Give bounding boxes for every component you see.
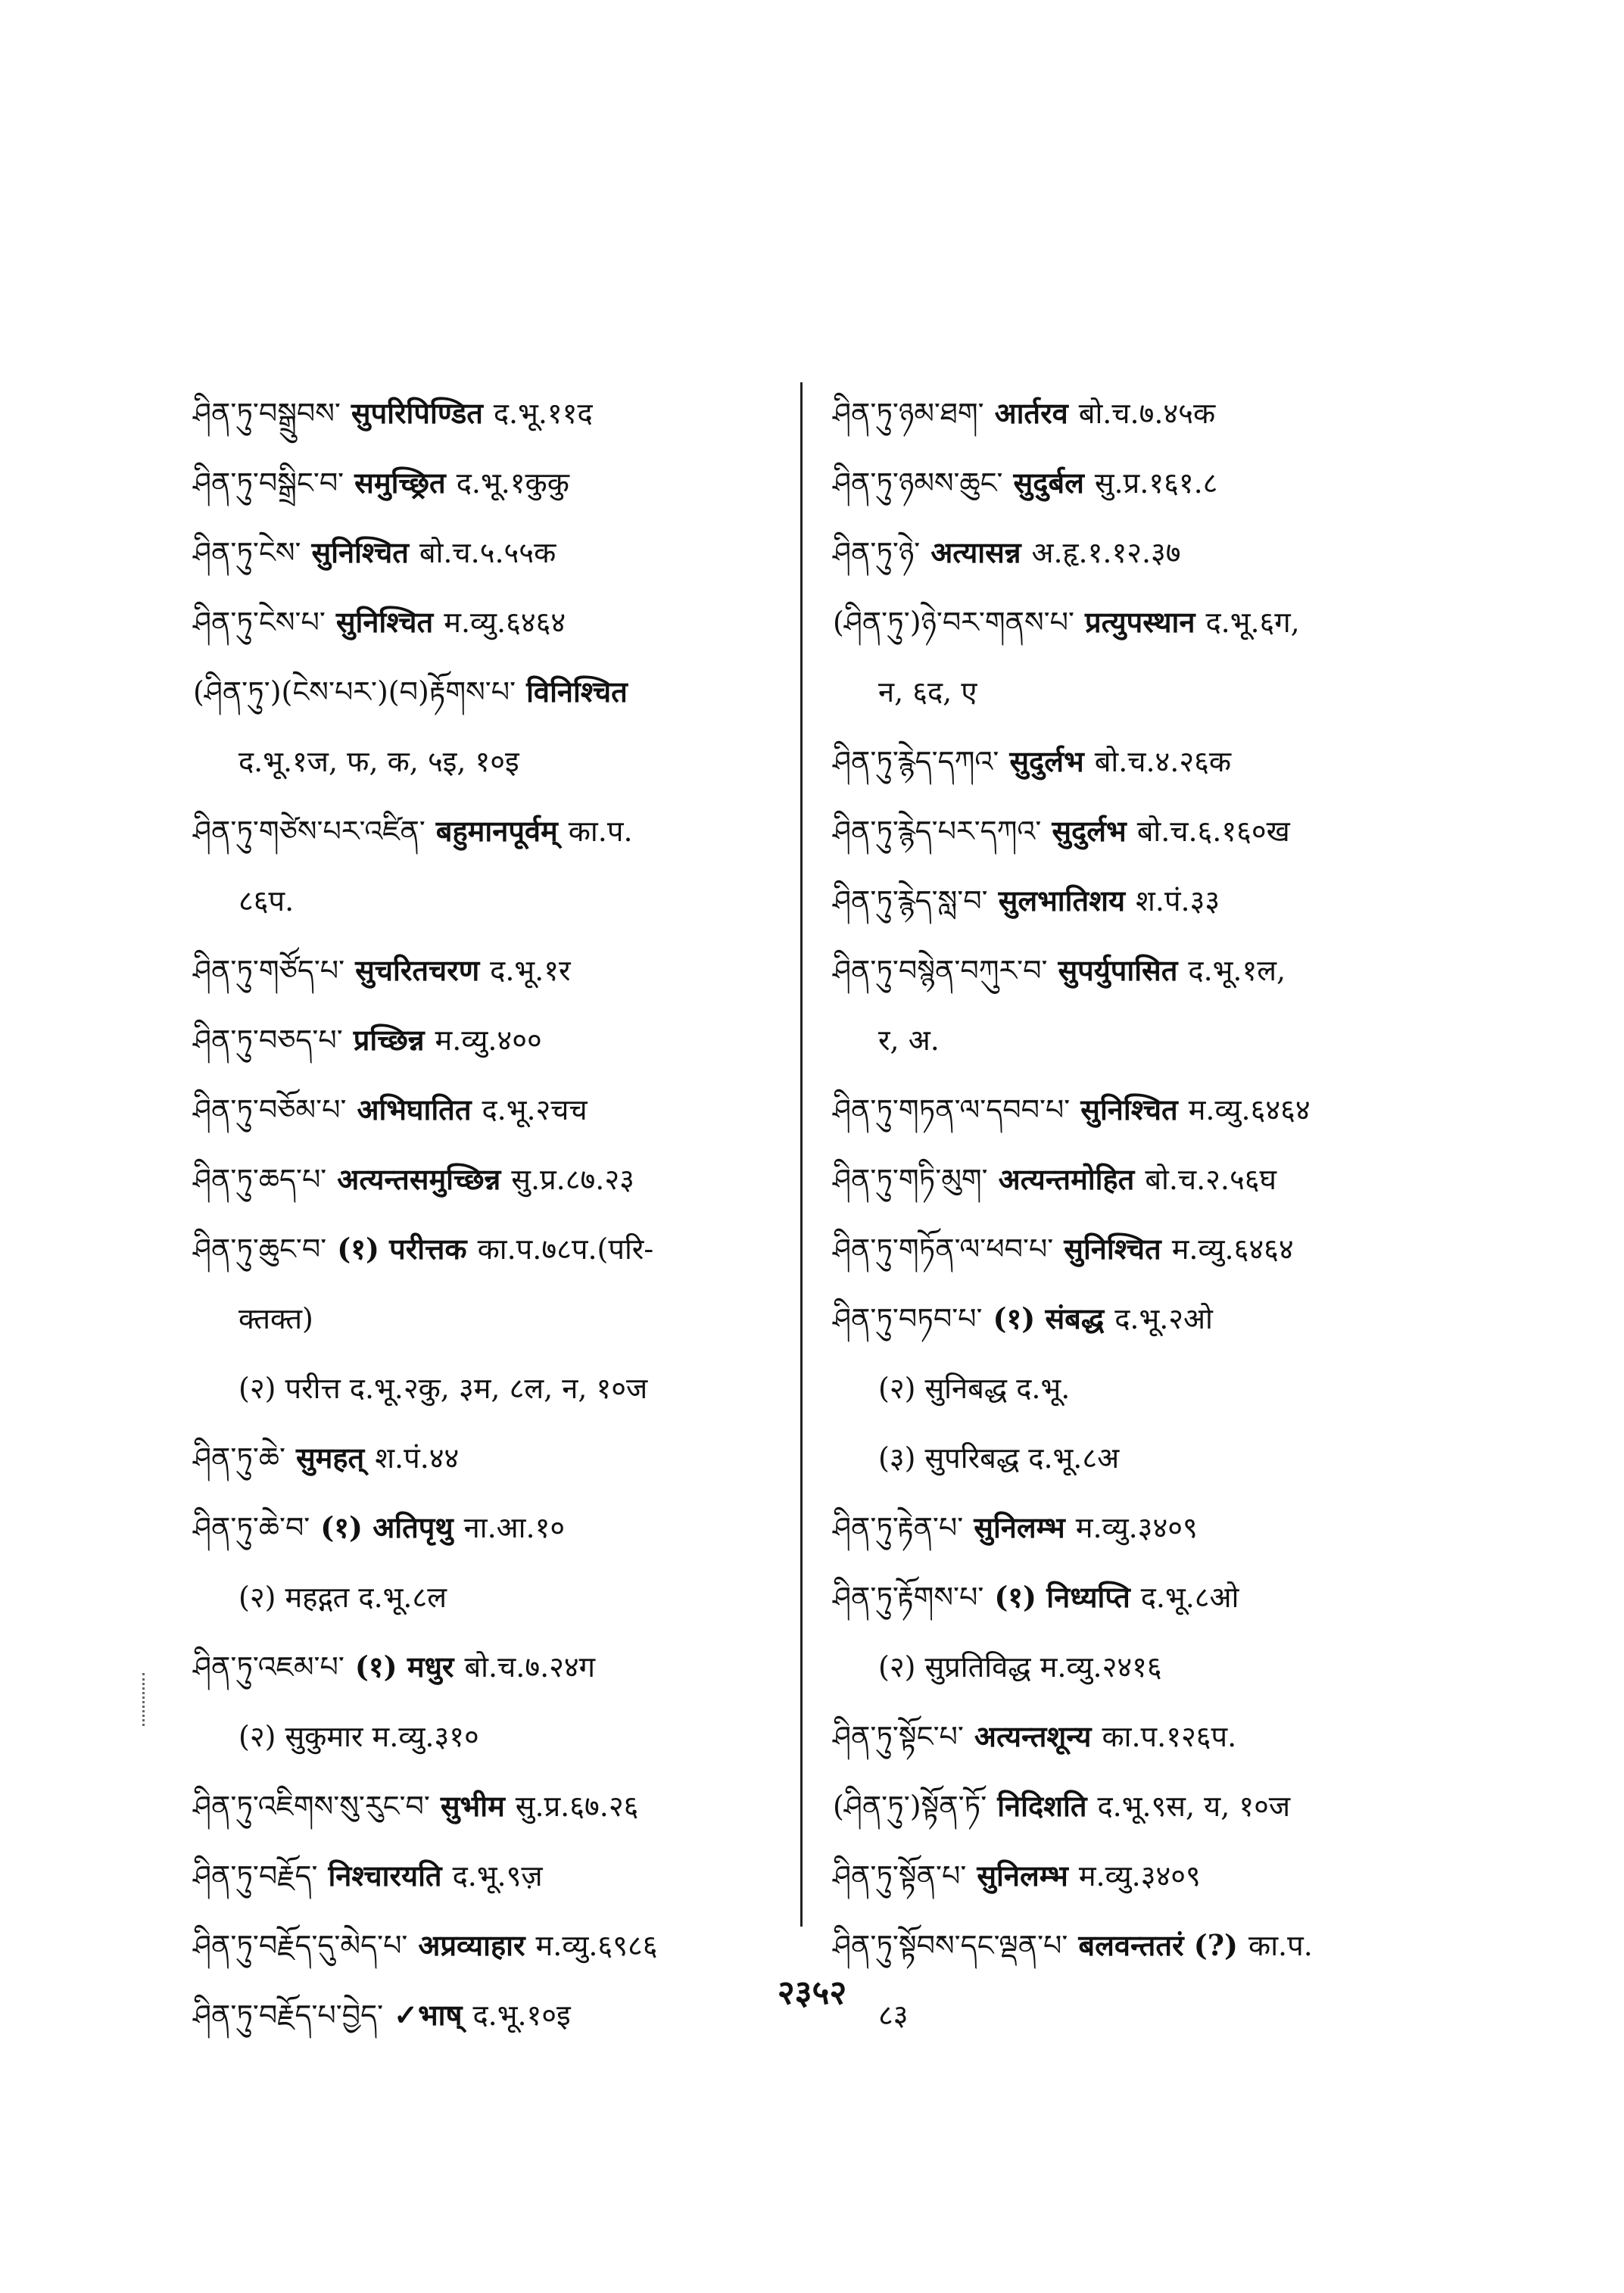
- sanskrit-equivalent: सुभीम: [440, 1789, 505, 1823]
- entry-continuation: र, अ.: [878, 1023, 940, 1057]
- tibetan-headword: ཤིན་ཏུ་གཏོན་ལ་ཕབ་པ་: [833, 1232, 1054, 1266]
- source-reference: द.भू.१०इ: [472, 1999, 571, 2032]
- sanskrit-equivalent: अत्यन्तशून्य: [974, 1719, 1092, 1753]
- source-reference: म.व्यु.४००: [435, 1023, 542, 1057]
- tibetan-headword: ཤིན་ཏུ་རྙེད་པར་དཀའ་: [833, 815, 1042, 848]
- source-reference: का.प.१२६प.: [1102, 1720, 1237, 1753]
- source-reference: म.व्यु.६४६४: [1171, 1232, 1294, 1266]
- dictionary-entry: [833, 1841, 1439, 1911]
- dictionary-entry: [833, 796, 1439, 866]
- tibetan-headword: ཤིན་ཏུ་གཙོད་པ་: [193, 954, 345, 987]
- source-reference: का.प.: [568, 815, 633, 848]
- sanskrit-equivalent: सुनिलम्भ: [977, 1858, 1068, 1893]
- left-column: [193, 379, 784, 2050]
- source-reference: द.भू.११द: [493, 397, 593, 430]
- tibetan-headword: (ཤིན་ཏུ་)(ངེས་པར་)(བ)རྟོགས་པ་: [193, 675, 516, 709]
- tibetan-headword: ཤིན་ཏུ་བརྗོད་: [193, 1859, 318, 1893]
- sanskrit-equivalent: सुपर्युपासित: [1058, 953, 1178, 987]
- source-reference: द.भू.१ल,: [1188, 954, 1286, 987]
- entry-continuation: ८६प.: [238, 884, 295, 918]
- tibetan-headword: ཤིན་ཏུ་ཉམས་ཆུང་: [833, 466, 1003, 500]
- margin-dots: [142, 1673, 147, 1726]
- sanskrit-equivalent: प्रत्युपस्थान: [1084, 605, 1195, 639]
- dictionary-entry: [193, 587, 784, 657]
- entry-continuation: द.भू.१ज, फ, क, ५इ, १०इ: [238, 745, 519, 778]
- dictionary-entry: [193, 1075, 784, 1145]
- dictionary-entry: [833, 1702, 1439, 1771]
- sanskrit-equivalent: समुच्छ्रित: [354, 466, 446, 500]
- tibetan-headword: ཤིན་ཏུ་བསྙེན་བཀུར་བ་: [833, 954, 1048, 987]
- sub-sense: (३) सुपरिबद्ध द.भू.८अ: [878, 1441, 1120, 1475]
- source-reference: बो.च.५.५५क: [419, 536, 556, 569]
- tibetan-headword: ཤིན་ཏུ་འཇམ་པ་: [193, 1650, 344, 1684]
- dictionary-entry: [833, 1562, 1439, 1632]
- tibetan-headword: ཤིན་ཏུ་བསྒྲིང་བ་: [193, 466, 344, 500]
- dictionary-entry: [193, 936, 784, 1005]
- tibetan-headword: ཤིན་ཏུ་བཅོམ་པ་: [193, 1093, 347, 1126]
- dictionary-entry: [193, 1214, 784, 1284]
- dictionary-entry: [833, 1145, 1439, 1214]
- dictionary-entry: [193, 657, 784, 727]
- dictionary-entry: [833, 727, 1439, 796]
- sanskrit-equivalent: (१) निध्यप्ति: [994, 1580, 1130, 1614]
- source-reference: का.प.: [1248, 1929, 1313, 1962]
- source-reference: द.भू.१कुकु: [456, 466, 569, 500]
- sanskrit-equivalent: सुदुर्बल: [1013, 466, 1084, 500]
- dictionary-entry: [193, 1493, 784, 1562]
- source-reference: द.भू.९स, य, १०ज: [1097, 1790, 1291, 1823]
- dictionary-entry: [833, 1284, 1439, 1354]
- tibetan-headword: ཤིན་ཏུ་ཉེ་: [833, 536, 921, 569]
- dictionary-entry: [193, 1841, 784, 1911]
- dictionary-entry: [833, 1075, 1439, 1145]
- sanskrit-equivalent: निश्चारयति: [328, 1858, 442, 1893]
- right-column: [833, 379, 1439, 2050]
- entry-continuation: न, ६द, ए: [878, 675, 977, 709]
- source-reference: द.भू.९ज़: [452, 1859, 543, 1893]
- source-reference: द.भू.८ओ: [1140, 1581, 1239, 1614]
- sanskrit-equivalent: सुपरिपिण्डित: [351, 396, 483, 430]
- tibetan-headword: ཤིན་ཏུ་བཏབ་པ་: [833, 1302, 983, 1335]
- sanskrit-equivalent: अप्रव्याहार: [418, 1928, 525, 1962]
- page-number: २३५२: [777, 1974, 847, 2012]
- source-reference: श.पं.४४: [375, 1441, 460, 1475]
- sub-sense: (२) परीत्त द.भू.२कु, ३म, ८ल, न, १०ज: [238, 1372, 648, 1405]
- tibetan-headword: ཤིན་ཏུ་རྙེད་སླ་བ་: [833, 884, 988, 918]
- source-reference: सु.प्र.८७.२३: [511, 1163, 634, 1196]
- dictionary-entry: [193, 1632, 784, 1702]
- sanskrit-equivalent: बलवन्ततरं (?): [1078, 1928, 1239, 1962]
- sanskrit-equivalent: आर्तरव: [994, 396, 1068, 430]
- sub-sense: (२) महद्गत द.भू.८ल: [238, 1581, 447, 1614]
- tibetan-headword: ཤིན་ཏུ་གཏི་མུག་: [833, 1163, 988, 1196]
- sanskrit-equivalent: अत्यन्तसमुच्छिन्न: [337, 1162, 501, 1196]
- sanskrit-equivalent: सुलभातिशय: [998, 883, 1126, 918]
- source-reference: का.प.७८प.(परि-: [477, 1232, 654, 1266]
- sanskrit-equivalent: सुदुर्लभ: [1052, 814, 1127, 848]
- dictionary-entry: [833, 1493, 1439, 1562]
- tibetan-headword: ཤིན་ཏུ་ངེས་པ་: [193, 606, 326, 639]
- sanskrit-equivalent: सुनिश्चित: [335, 605, 434, 639]
- sanskrit-equivalent: निदिशति: [997, 1789, 1087, 1823]
- sanskrit-equivalent: ✓भाष्: [394, 1998, 463, 2032]
- dictionary-entry: [833, 379, 1439, 448]
- sanskrit-equivalent: सुनिश्चित: [1064, 1232, 1161, 1266]
- tibetan-headword: (ཤིན་ཏུ་)སྟོན་ཏོ་: [833, 1790, 987, 1823]
- sanskrit-equivalent: सुनिश्चित: [1080, 1092, 1178, 1126]
- tibetan-headword: ཤིན་ཏུ་རྟོགས་པ་: [833, 1581, 984, 1614]
- dictionary-entry: [193, 1771, 784, 1841]
- tibetan-headword: (ཤིན་ཏུ་)ཉེ་བར་གནས་པ་: [833, 606, 1074, 639]
- source-reference: बो.च.२.५६घ: [1145, 1163, 1276, 1196]
- sanskrit-equivalent: बहुमानपूर्वम्: [435, 814, 558, 848]
- source-reference: बो.च.७.४५क: [1078, 397, 1216, 430]
- sanskrit-equivalent: (१) अतिपृथु: [320, 1510, 454, 1544]
- dictionary-entry: [193, 518, 784, 587]
- tibetan-headword: ཤིན་ཏུ་སྟོབས་དང་ལྡན་པ་: [833, 1929, 1068, 1962]
- source-reference: द.भू.१र: [490, 954, 571, 987]
- tibetan-headword: ཤིན་ཏུ་རྙེད་དཀའ་: [833, 745, 999, 778]
- tibetan-headword: ཤིན་ཏུ་རྟེན་པ་: [833, 1511, 964, 1544]
- dictionary-entry: [193, 1145, 784, 1214]
- source-reference: म.व्यु.६९८६: [535, 1929, 658, 1962]
- tibetan-headword: ཤིན་ཏུ་བརྗོད་པ་བྱེད་: [193, 1999, 384, 2032]
- sub-sense: (२) सुप्रतिविद्ध म.व्यु.२४१६: [878, 1650, 1162, 1684]
- source-reference: बो.च.७.२४ग: [464, 1650, 596, 1684]
- tibetan-headword: ཤིན་ཏུ་ཆེ་བ་: [193, 1511, 310, 1544]
- tibetan-headword: ཤིན་ཏུ་བརྗོད་དུ་མེད་པ་: [193, 1929, 408, 1962]
- tibetan-headword: ཤིན་ཏུ་སྟོང་པ་: [833, 1720, 964, 1753]
- sanskrit-equivalent: (१) परीत्तक: [337, 1232, 467, 1266]
- dictionary-entry: [193, 379, 784, 448]
- sanskrit-equivalent: (१) संबद्ध: [993, 1301, 1105, 1335]
- source-reference: बो.च.६.१६०ख: [1136, 815, 1290, 848]
- sanskrit-equivalent: विनिश्चित: [526, 675, 628, 709]
- sanskrit-equivalent: सुदुर्लभ: [1009, 744, 1084, 778]
- dictionary-entry: [833, 866, 1439, 936]
- dictionary-entry: [193, 796, 784, 866]
- sanskrit-equivalent: प्रच्छिन्न: [353, 1023, 425, 1057]
- entry-continuation: क्तक्त): [238, 1302, 313, 1335]
- source-reference: म.व्यु.३४०९: [1078, 1859, 1201, 1893]
- tibetan-headword: ཤིན་ཏུ་བསྒྲུབས་: [193, 397, 341, 430]
- source-reference: म.व्यु.६४६४: [444, 606, 566, 639]
- dictionary-entry: [193, 1005, 784, 1075]
- sanskrit-equivalent: अत्यासन्न: [930, 535, 1021, 569]
- tibetan-headword: ཤིན་ཏུ་བཅད་པ་: [193, 1023, 343, 1057]
- tibetan-headword: ཤིན་ཏུ་འཇིགས་སུ་རུང་བ་: [193, 1790, 430, 1823]
- dictionary-entry: [833, 587, 1439, 657]
- dictionary-entry: [833, 1214, 1439, 1284]
- dictionary-entry: [833, 448, 1439, 518]
- sanskrit-equivalent: सुमहत्: [295, 1441, 365, 1475]
- sanskrit-equivalent: सुचरितचरण: [355, 953, 480, 987]
- tibetan-headword: ཤིན་ཏུ་ངེས་: [193, 536, 301, 569]
- source-reference: ना.आ.१०: [463, 1511, 566, 1544]
- source-reference: सु.प्र.१६१.८: [1094, 466, 1218, 500]
- tibetan-headword: ཤིན་ཏུ་ཆེ་: [193, 1441, 285, 1475]
- entry-continuation: ८३: [878, 1999, 909, 2032]
- sanskrit-equivalent: सुनिलम्भ: [974, 1510, 1065, 1544]
- source-reference: द.भू.६ग,: [1205, 606, 1300, 639]
- source-reference: अ.हृ.१.१२.३७: [1031, 536, 1181, 569]
- source-reference: म.व्यु.३४०९: [1075, 1511, 1198, 1544]
- source-reference: सु.प्र.६७.२६: [515, 1790, 639, 1823]
- sanskrit-equivalent: अत्यन्तमोहित: [998, 1162, 1135, 1196]
- dictionary-entry: [833, 1771, 1439, 1841]
- source-reference: म.व्यु.६४६४: [1188, 1093, 1311, 1126]
- tibetan-headword: ཤིན་ཏུ་གཙེས་པར་འཛིན་: [193, 815, 425, 848]
- source-reference: द.भू.२ओ: [1114, 1302, 1213, 1335]
- sanskrit-equivalent: अभिघातित: [357, 1092, 472, 1126]
- dictionary-entry: [833, 936, 1439, 1005]
- source-reference: बो.च.४.२६क: [1094, 745, 1232, 778]
- dictionary-entry: [833, 518, 1439, 587]
- tibetan-headword: ཤིན་ཏུ་ཆུང་བ་: [193, 1232, 327, 1266]
- tibetan-headword: ཤིན་ཏུ་སྟོན་པ་: [833, 1859, 967, 1893]
- sub-sense: (२) सुकुमार म.व्यु.३१०: [238, 1720, 479, 1753]
- sanskrit-equivalent: (१) मधुर: [354, 1650, 454, 1684]
- dictionary-entry: [193, 1423, 784, 1493]
- tibetan-headword: ཤིན་ཏུ་གཏན་ལ་དབབ་པ་: [833, 1093, 1071, 1126]
- sanskrit-equivalent: सुनिश्चित: [311, 535, 409, 569]
- dictionary-entry: [193, 448, 784, 518]
- tibetan-headword: ཤིན་ཏུ་ཉམ་ཐག་: [833, 397, 984, 430]
- tibetan-headword: ཤིན་ཏུ་ཆད་པ་: [193, 1163, 327, 1196]
- source-reference: द.भू.२चच: [482, 1093, 588, 1126]
- sub-sense: (२) सुनिबद्ध द.भू.: [878, 1372, 1071, 1405]
- column-divider: [800, 382, 803, 1927]
- source-reference: श.पं.३३: [1136, 884, 1220, 918]
